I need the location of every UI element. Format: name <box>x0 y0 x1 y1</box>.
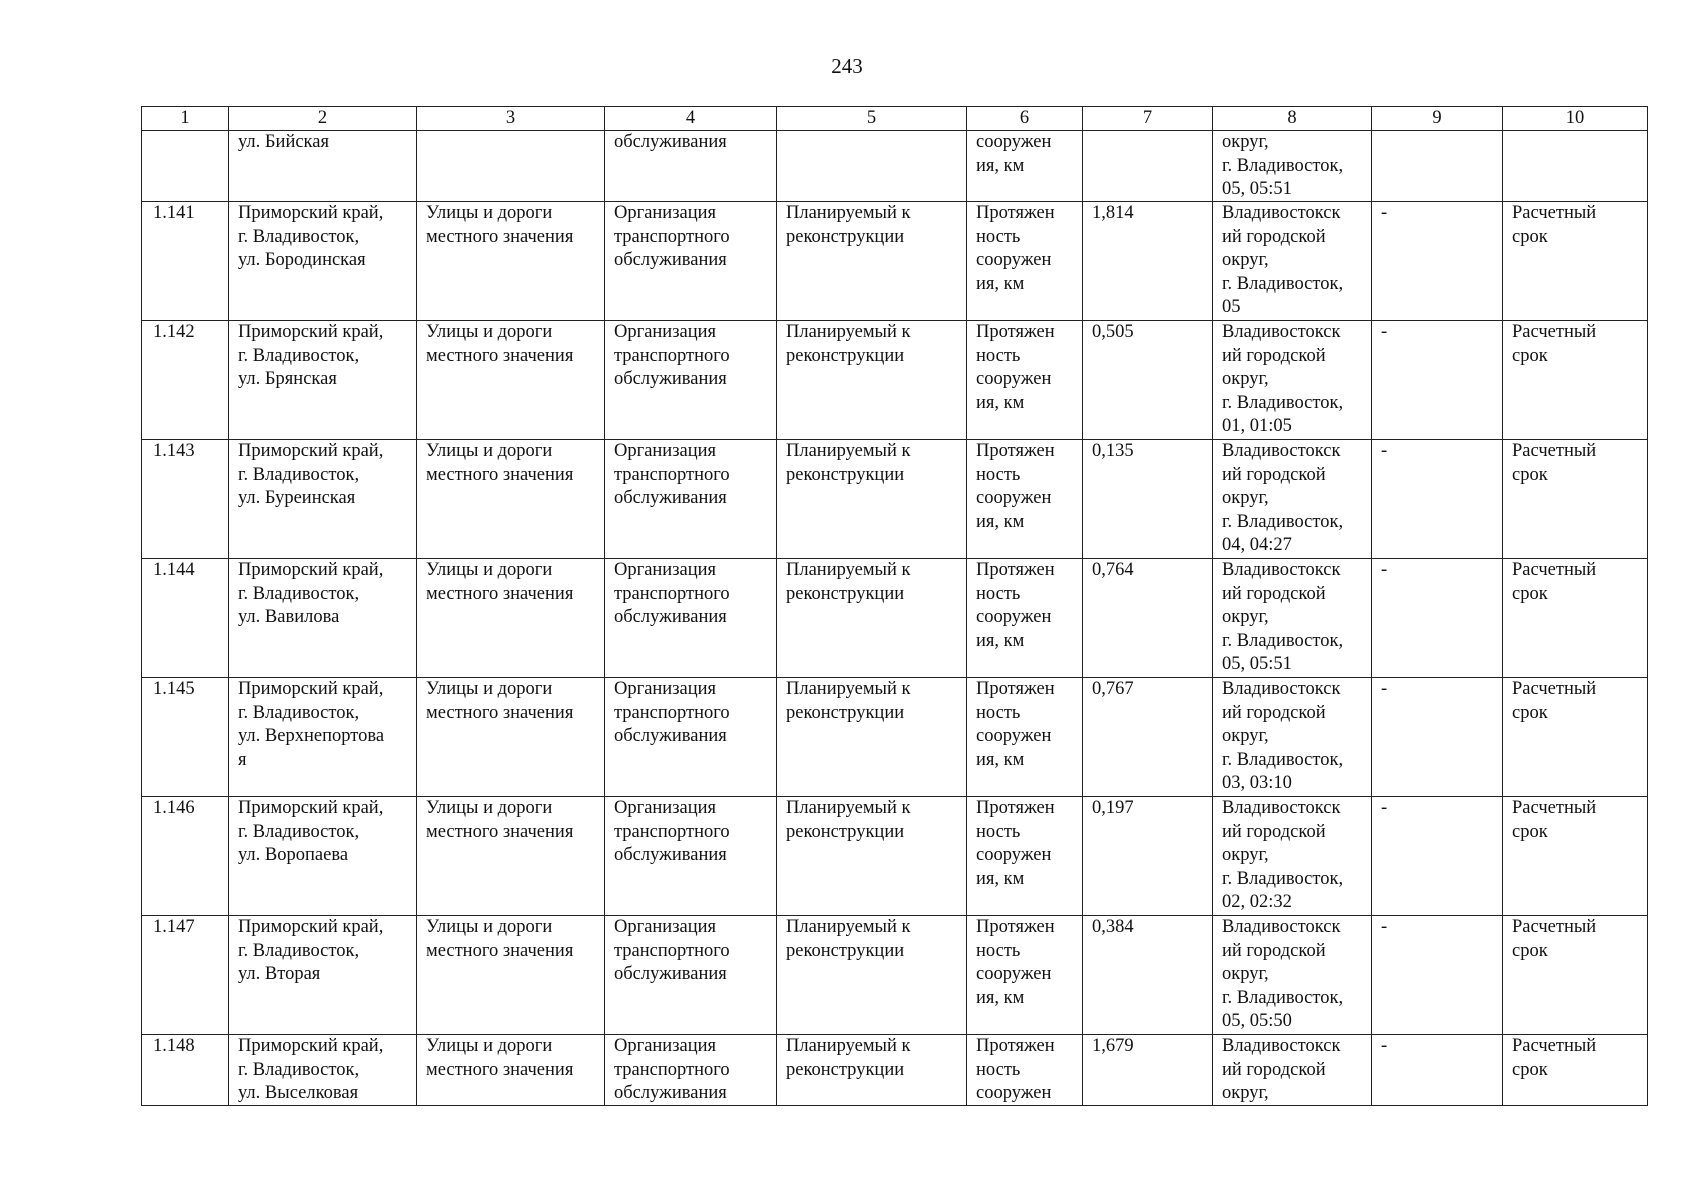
cell-text: Планируемый к реконструкции <box>786 441 911 485</box>
table-row <box>142 797 1648 916</box>
cell-text: 1.148 <box>153 1036 195 1056</box>
table-cell <box>1503 202 1648 321</box>
cell-text: Протяжен ность сооружен ия, км <box>976 322 1055 413</box>
column-header: 1 <box>142 107 229 131</box>
table-cell <box>142 797 229 916</box>
table-cell <box>142 202 229 321</box>
cell-text: Расчетный срок <box>1512 203 1597 247</box>
column-header: 8 <box>1213 107 1372 131</box>
table-cell <box>1503 916 1648 1035</box>
cell-text: Планируемый к реконструкции <box>786 798 911 842</box>
cell-text <box>151 131 228 201</box>
table-cell <box>605 131 777 202</box>
table-cell <box>1083 440 1213 559</box>
table-cell <box>229 131 417 202</box>
cell-text: Владивостокск ий городской округ, г. Владивосток, 03, 03:10 <box>1222 679 1344 793</box>
table-cell <box>1213 797 1372 916</box>
table-cell <box>229 916 417 1035</box>
table-cell <box>229 678 417 797</box>
cell-text: Расчетный срок <box>1512 322 1597 366</box>
table-cell <box>1372 321 1503 440</box>
column-header: 10 <box>1503 107 1648 131</box>
cell-text: Улицы и дороги местного значения <box>426 1036 574 1080</box>
cell-text: Владивостокск ий городской округ, г. Владивосток, 02, 02:32 <box>1222 798 1344 912</box>
column-header: 7 <box>1083 107 1213 131</box>
table-cell <box>605 1035 777 1106</box>
cell-text: - <box>1381 322 1388 342</box>
table-cell <box>1083 678 1213 797</box>
cell-text: 1.147 <box>153 917 195 937</box>
cell-text: Протяжен ность сооружен ия, км <box>976 441 1055 532</box>
cell-text <box>786 131 966 201</box>
table-cell <box>1083 916 1213 1035</box>
cell-text <box>1512 131 1647 201</box>
cell-text: Организация транспортного обслуживания <box>614 798 730 865</box>
table-cell <box>777 202 967 321</box>
table-cell <box>967 916 1083 1035</box>
table-cell <box>1372 916 1503 1035</box>
column-header: 4 <box>605 107 777 131</box>
cell-text: Организация транспортного обслуживания <box>614 917 730 984</box>
table-cell <box>1213 440 1372 559</box>
cell-text: сооружен ия, км <box>976 132 1052 176</box>
cell-text: 1,679 <box>1092 1036 1134 1056</box>
table-cell <box>142 678 229 797</box>
cell-text: Протяжен ность сооружен ия, км <box>976 203 1055 294</box>
table-cell <box>1372 131 1503 202</box>
table-cell <box>1503 797 1648 916</box>
cell-text: Улицы и дороги местного значения <box>426 441 574 485</box>
table-cell <box>417 797 605 916</box>
cell-text: 1.143 <box>153 441 195 461</box>
cell-text: Владивостокск ий городской округ, г. Владивосток, 01, 01:05 <box>1222 322 1344 436</box>
table-header-row <box>142 107 1648 131</box>
cell-text: Расчетный срок <box>1512 917 1597 961</box>
table-cell <box>1372 797 1503 916</box>
table-cell <box>1213 678 1372 797</box>
table-cell <box>1083 1035 1213 1106</box>
table-cell <box>605 678 777 797</box>
table-cell <box>967 1035 1083 1106</box>
table-cell <box>605 321 777 440</box>
table-cell <box>1213 131 1372 202</box>
table-cell <box>777 131 967 202</box>
table-cell <box>142 1035 229 1106</box>
table-cell <box>605 559 777 678</box>
table-cell <box>1213 1035 1372 1106</box>
cell-text: Владивостокск ий городской округ, г. Владивосток, 05, 05:50 <box>1222 917 1344 1031</box>
cell-text: Улицы и дороги местного значения <box>426 203 574 247</box>
cell-text: Протяжен ность сооружен <box>976 1036 1055 1103</box>
table-cell <box>142 440 229 559</box>
table-cell <box>605 202 777 321</box>
table-row <box>142 1035 1648 1106</box>
table-body <box>142 131 1648 1106</box>
table-cell <box>967 202 1083 321</box>
table-cell <box>229 559 417 678</box>
table-cell <box>777 1035 967 1106</box>
table-cell <box>777 797 967 916</box>
cell-text: Улицы и дороги местного значения <box>426 322 574 366</box>
table-cell <box>1372 559 1503 678</box>
table-cell <box>1213 321 1372 440</box>
table-cell <box>605 916 777 1035</box>
table-cell <box>417 321 605 440</box>
cell-text: 0,384 <box>1092 917 1134 937</box>
table-row <box>142 678 1648 797</box>
cell-text: Приморский край, г. Владивосток, ул. Выселковая <box>238 1036 384 1103</box>
table-cell <box>1503 678 1648 797</box>
table-row <box>142 202 1648 321</box>
cell-text: Улицы и дороги местного значения <box>426 560 574 604</box>
cell-text: Протяжен ность сооружен ия, км <box>976 917 1055 1008</box>
cell-text: Улицы и дороги местного значения <box>426 917 574 961</box>
table-row <box>142 440 1648 559</box>
cell-text: - <box>1381 560 1388 580</box>
cell-text: Улицы и дороги местного значения <box>426 798 574 842</box>
cell-text: 1.145 <box>153 679 195 699</box>
table-cell <box>1503 559 1648 678</box>
table-row <box>142 916 1648 1035</box>
cell-text: Расчетный срок <box>1512 679 1597 723</box>
cell-text: округ, г. Владивосток, 05, 05:51 <box>1222 132 1344 199</box>
table-cell <box>967 678 1083 797</box>
table-cell <box>1372 202 1503 321</box>
table-cell <box>417 916 605 1035</box>
table-cell <box>417 1035 605 1106</box>
cell-text: Владивостокск ий городской округ, г. Владивосток, 05 <box>1222 203 1344 317</box>
table-cell <box>1083 797 1213 916</box>
cell-text: Владивостокск ий городской округ, г. Владивосток, 04, 04:27 <box>1222 441 1344 555</box>
table-cell <box>777 440 967 559</box>
cell-text: 1.146 <box>153 798 195 818</box>
table-cell <box>777 559 967 678</box>
table-cell <box>229 1035 417 1106</box>
table-row <box>142 321 1648 440</box>
page-number: 243 <box>831 54 863 78</box>
cell-text: Планируемый к реконструкции <box>786 1036 911 1080</box>
cell-text: Планируемый к реконструкции <box>786 203 911 247</box>
cell-text: Расчетный срок <box>1512 1036 1597 1080</box>
cell-text <box>1381 131 1502 201</box>
table-cell <box>1213 916 1372 1035</box>
cell-text: Приморский край, г. Владивосток, ул. Верхнепортова я <box>238 679 385 770</box>
table-cell <box>142 321 229 440</box>
table-cell <box>777 321 967 440</box>
cell-text <box>1092 131 1212 201</box>
cell-text: - <box>1381 1036 1388 1056</box>
cell-text: обслуживания <box>614 132 727 152</box>
table-cell <box>1503 321 1648 440</box>
table-cell <box>1372 440 1503 559</box>
table-cell <box>777 916 967 1035</box>
cell-text: 0,764 <box>1092 560 1134 580</box>
table-cell <box>967 440 1083 559</box>
cell-text: Приморский край, г. Владивосток, ул. Воропаева <box>238 798 384 865</box>
cell-text: 1.142 <box>153 322 195 342</box>
cell-text: Улицы и дороги местного значения <box>426 679 574 723</box>
table-cell <box>1213 559 1372 678</box>
table-cell <box>229 797 417 916</box>
cell-text: Организация транспортного обслуживания <box>614 203 730 270</box>
table-cell <box>417 131 605 202</box>
cell-text: Приморский край, г. Владивосток, ул. Буреинская <box>238 441 384 508</box>
cell-text: Приморский край, г. Владивосток, ул. Брянская <box>238 322 384 389</box>
cell-text: 1.144 <box>153 560 195 580</box>
cell-text: 0,197 <box>1092 798 1134 818</box>
cell-text: - <box>1381 917 1388 937</box>
table-cell <box>417 678 605 797</box>
cell-text: Приморский край, г. Владивосток, ул. Бородинская <box>238 203 384 270</box>
table-cell <box>1503 440 1648 559</box>
cell-text: Расчетный срок <box>1512 798 1597 842</box>
cell-text: 0,505 <box>1092 322 1134 342</box>
table-cell <box>1213 202 1372 321</box>
cell-text: Владивостокск ий городской округ, <box>1222 1036 1341 1103</box>
table-cell <box>967 797 1083 916</box>
table-cell <box>417 202 605 321</box>
table-cell <box>229 321 417 440</box>
cell-text: Приморский край, г. Владивосток, ул. Вавилова <box>238 560 384 627</box>
table-cell <box>417 440 605 559</box>
cell-text: 1,814 <box>1092 203 1134 223</box>
cell-text: ул. Бийская <box>238 132 329 152</box>
table-cell <box>967 131 1083 202</box>
table-cell <box>605 440 777 559</box>
table-cell <box>967 321 1083 440</box>
table-cell <box>1083 321 1213 440</box>
table-cell <box>1083 559 1213 678</box>
column-header: 6 <box>967 107 1083 131</box>
cell-text: Планируемый к реконструкции <box>786 679 911 723</box>
cell-text: Расчетный срок <box>1512 441 1597 485</box>
column-header: 2 <box>229 107 417 131</box>
table-cell <box>229 440 417 559</box>
table-cell <box>142 559 229 678</box>
table-cell <box>1503 131 1648 202</box>
cell-text: Протяжен ность сооружен ия, км <box>976 679 1055 770</box>
cell-text: Организация транспортного обслуживания <box>614 441 730 508</box>
table-cell <box>417 559 605 678</box>
cell-text: Организация транспортного обслуживания <box>614 679 730 746</box>
cell-text: - <box>1381 441 1388 461</box>
cell-text: Организация транспортного обслуживания <box>614 560 730 627</box>
table-cell <box>605 797 777 916</box>
cell-text: Планируемый к реконструкции <box>786 917 911 961</box>
table-cell <box>1503 1035 1648 1106</box>
cell-text: Организация транспортного обслуживания <box>614 1036 730 1103</box>
cell-text: - <box>1381 798 1388 818</box>
table-cell <box>1372 1035 1503 1106</box>
cell-text: Владивостокск ий городской округ, г. Владивосток, 05, 05:51 <box>1222 560 1344 674</box>
data-table <box>141 106 1648 1106</box>
table-cell <box>1372 678 1503 797</box>
cell-text: Планируемый к реконструкции <box>786 560 911 604</box>
cell-text: 1.141 <box>153 203 195 223</box>
cell-text: Протяжен ность сооружен ия, км <box>976 798 1055 889</box>
cell-text: Протяжен ность сооружен ия, км <box>976 560 1055 651</box>
column-header: 5 <box>777 107 967 131</box>
cell-text: Расчетный срок <box>1512 560 1597 604</box>
table-cell <box>967 559 1083 678</box>
cell-text: Организация транспортного обслуживания <box>614 322 730 389</box>
table-cell <box>1083 131 1213 202</box>
cell-text <box>426 131 604 201</box>
cell-text: Планируемый к реконструкции <box>786 322 911 366</box>
table-cell <box>1083 202 1213 321</box>
table-cell <box>142 916 229 1035</box>
cell-text: Приморский край, г. Владивосток, ул. Вторая <box>238 917 384 984</box>
cell-text: - <box>1381 679 1388 699</box>
column-header: 3 <box>417 107 605 131</box>
table-row <box>142 131 1648 202</box>
table-cell <box>229 202 417 321</box>
table-cell <box>777 678 967 797</box>
table-cell <box>142 131 229 202</box>
cell-text: 0,135 <box>1092 441 1134 461</box>
cell-text: 0,767 <box>1092 679 1134 699</box>
cell-text: - <box>1381 203 1388 223</box>
column-header: 9 <box>1372 107 1503 131</box>
table-row <box>142 559 1648 678</box>
